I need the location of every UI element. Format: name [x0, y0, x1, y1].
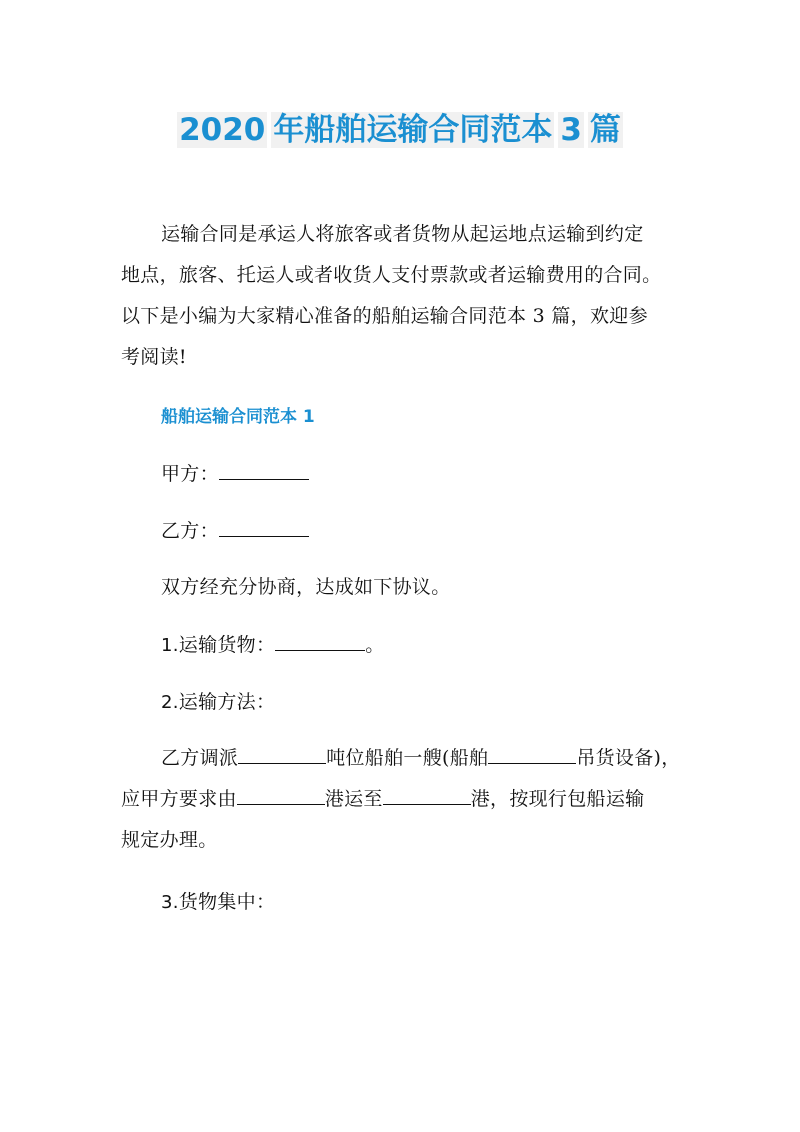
item-2-body-line-3: 规定办理。: [121, 829, 218, 851]
intro-line-2: 地点，旅客、托运人或者收货人支付票款或者运输费用的合同。: [121, 264, 662, 286]
item-2-line: [161, 689, 275, 716]
intro-line-4: 考阅读!: [121, 346, 187, 368]
item-2-number: 2.: [161, 692, 179, 713]
intro-line-1: 运输合同是承运人将旅客或者货物从起运地点运输到约定: [161, 223, 644, 245]
destination-port-blank: [383, 786, 471, 805]
title-year: 2020: [179, 112, 266, 148]
item-3-number: 3.: [161, 892, 179, 913]
origin-port-blank: [237, 786, 325, 805]
item-3-label: 货物集中：: [178, 891, 276, 913]
intro-line-3: 以下是小编为大家精心准备的船舶运输合同范本 3 篇，欢迎参: [121, 305, 648, 327]
intro-paragraph: [121, 214, 691, 378]
item-2-text-e: 港运至: [324, 788, 383, 810]
item-1-number: 1.: [161, 635, 179, 656]
party-b-line: [161, 518, 309, 544]
agreement-line: 双方经充分协商，达成如下协议。: [161, 576, 451, 598]
title-suffix: 篇: [589, 112, 621, 148]
party-b-blank: [219, 518, 309, 537]
item-2-text-c: 吊货设备)，: [576, 747, 681, 769]
item-1-line: [161, 632, 385, 659]
title-main: 年船舶运输合同范本: [273, 112, 553, 148]
title-count: 3: [560, 112, 582, 148]
item-2-text-b: 吨位船舶一艘(船舶: [326, 747, 489, 769]
item-1-label: 运输货物：: [178, 634, 276, 656]
party-a-blank: [219, 461, 309, 480]
item-2-text-a: 乙方调派: [161, 747, 239, 769]
item-3-line: [161, 889, 275, 916]
ship-equipment-blank: [488, 745, 576, 764]
item-1-blank: [275, 632, 365, 651]
item-2-text-f: 港，按现行包船运输: [470, 788, 645, 810]
item-2-text-d: 应甲方要求由: [121, 788, 237, 810]
party-a-line: [161, 461, 309, 487]
item-2-body-line-1: [121, 738, 721, 779]
section-heading: 船舶运输合同范本 1: [161, 407, 315, 427]
item-2-label: 运输方法：: [178, 691, 276, 713]
party-b-label: 乙方：: [161, 520, 219, 542]
tonnage-blank: [238, 745, 326, 764]
item-1-suffix: 。: [365, 634, 385, 656]
document-title: [0, 108, 800, 152]
item-2-body-line-2: [121, 779, 721, 820]
party-a-label: 甲方：: [161, 463, 219, 485]
item-2-body: [121, 738, 721, 861]
